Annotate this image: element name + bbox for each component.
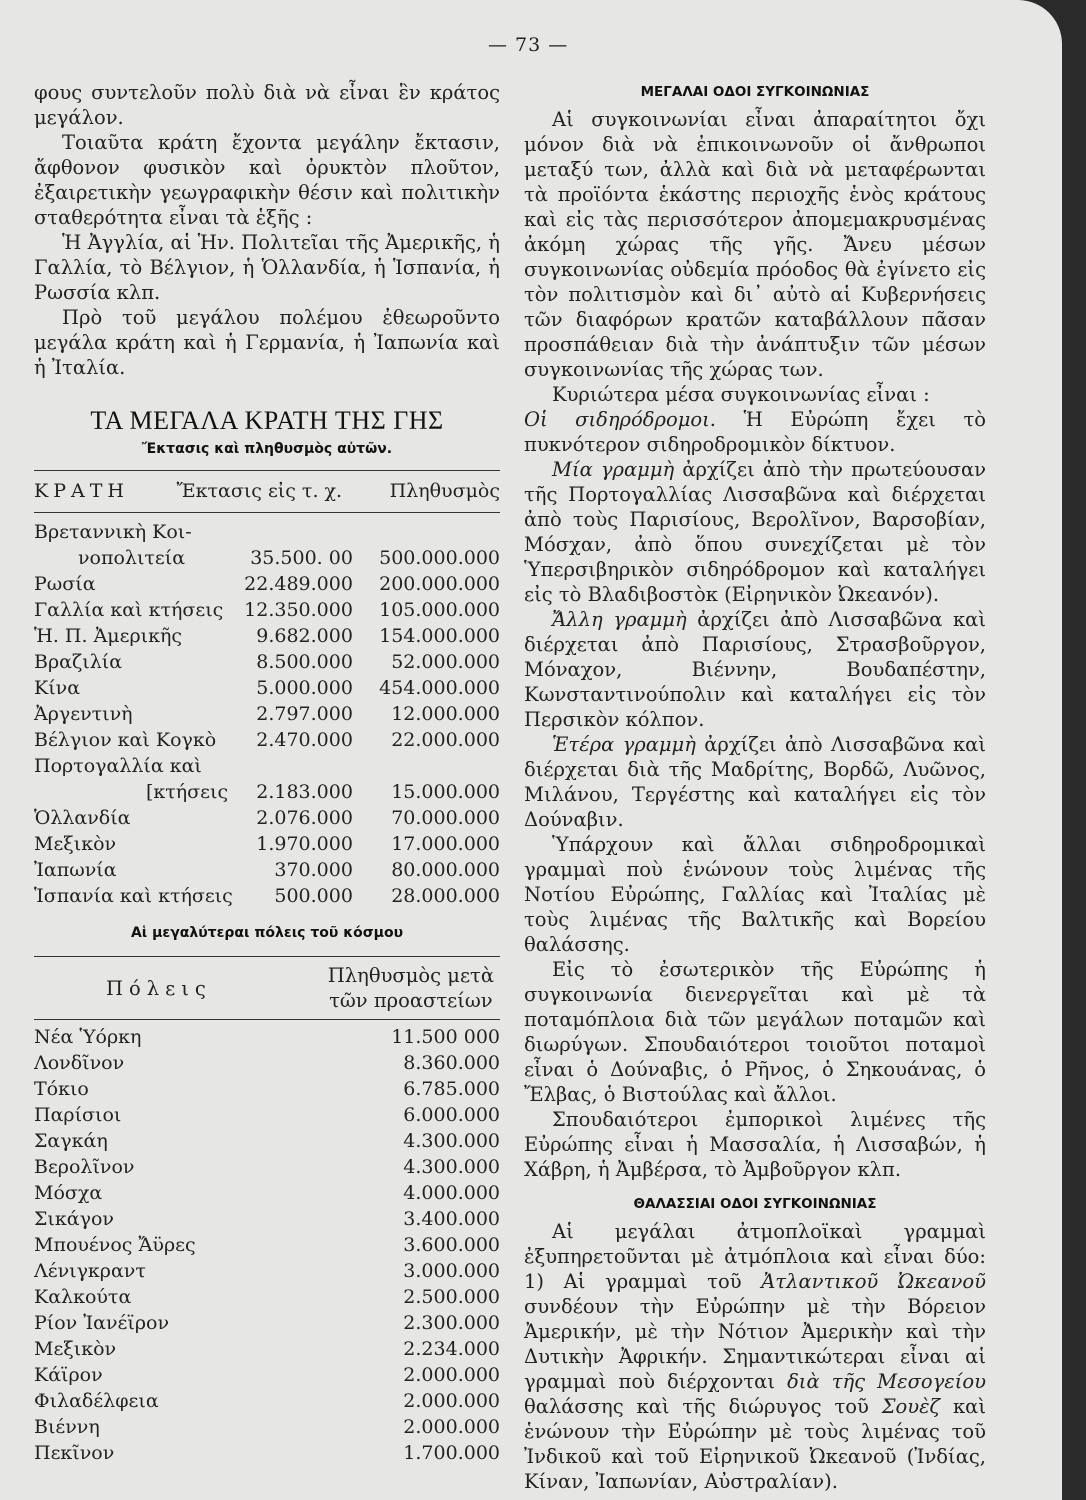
table-row [34, 1284, 500, 1310]
emphasis-term: Ἄλλη γραμμὴ [552, 608, 687, 631]
table-row [34, 1414, 500, 1440]
table-row [34, 805, 500, 831]
left-column [34, 80, 500, 1466]
state-area: 8.500.000 [256, 651, 353, 673]
table-row [34, 1206, 500, 1232]
body-paragraph: Σπουδαιότεροι ἐμπορικοὶ λιμένες τῆς Εὐρώπης εἶναι ἡ Μασσαλία, ἡ Λισσαβών, ἡ Χάβρη, ἡ Ἀμβέρσα, τὸ Ἀμβοῦργον κλπ. [524, 1108, 986, 1181]
emphasis-term: Σουὲζ [881, 1395, 941, 1418]
table-row [34, 1128, 500, 1154]
city-population: 2.000.000 [403, 1416, 500, 1438]
state-population: 105.000.000 [379, 599, 500, 621]
body-paragraph: Κυριώτερα μέσα συγκοινωνίας εἶναι : [552, 383, 930, 406]
city-name: Νέα Ὑόρκη [34, 1026, 142, 1048]
state-name: Γαλλία καὶ κτήσεις [34, 599, 224, 621]
cities-table-header [34, 957, 500, 1019]
railways-term: Οἱ σιδηρόδρομοι. [524, 408, 716, 431]
state-name: Ἀργεντινὴ [34, 703, 133, 725]
states-table-header [34, 471, 500, 512]
state-area: 1.970.000 [256, 833, 353, 855]
state-population: 70.000.000 [391, 807, 500, 829]
city-population: 11.500 000 [391, 1026, 500, 1048]
state-population: 154.000.000 [379, 625, 500, 647]
state-area: 22.489.000 [244, 573, 353, 595]
state-population [375, 753, 500, 779]
state-area: 2.470.000 [256, 729, 353, 751]
city-name: Σαγκάη [34, 1130, 108, 1152]
state-area: 370.000 [274, 859, 353, 881]
intro-paragraph: Τοιαῦτα κράτη ἔχοντα μεγάλην ἔκτασιν, ἄφθονον φυσικὸν καὶ ὀρυκτὸν πλοῦτον, ἐξαιρετικὴν γεωγραφικὴν θέσιν καὶ πολιτικὴν σταθερότητα εἶναι τὰ ἑξῆς : [34, 131, 500, 229]
state-area [240, 753, 375, 779]
city-name: Μεξικὸν [34, 1338, 117, 1360]
city-population: 1.700.000 [403, 1442, 500, 1464]
header-population-line2: τῶν προαστείων [329, 989, 493, 1012]
paragraph-text: ἀρχίζει ἀπὸ Λισσαβῶνα καὶ διέρχεται ἀπὸ Παρισίους, Στρασβοῦργον, Μόναχον, Βιέννην, Βουδαπέστην, Κωνσταντινούπολιν καὶ καταλήγει εἰς τὸν Περσικὸν κόλπον. [524, 608, 986, 731]
city-population: 6.785.000 [403, 1078, 500, 1100]
cities-table [34, 1024, 500, 1466]
state-name: [κτήσεις [146, 781, 229, 803]
city-population: 2.000.000 [403, 1364, 500, 1386]
city-name: Μόσχα [34, 1182, 103, 1204]
cities-table-title: Αἱ μεγαλύτεραι πόλεις τοῦ κόσμου [130, 925, 404, 941]
state-population: 15.000.000 [391, 781, 500, 803]
body-paragraph: Ὑπάρχουν καὶ ἄλλαι σιδηροδρομικαὶ γραμμαὶ ποὺ ἑνώνουν τοὺς λιμένας τῆς Νοτίου Εὐρώπης, Γαλλίας καὶ Ἰταλίας μὲ τοὺς λιμένας τῆς Βαλτικῆς καὶ Βορείου θαλάσσης. [524, 833, 986, 956]
state-area: 2.797.000 [256, 703, 353, 725]
city-population: 4.300.000 [403, 1156, 500, 1178]
city-name: Λονδῖνον [34, 1052, 125, 1074]
city-population: 2.500.000 [403, 1286, 500, 1308]
state-area: 9.682.000 [256, 625, 353, 647]
state-name: Ρωσία [34, 573, 96, 595]
paragraph-text: Ἡ Εὐρώπη ἔχει τὸ πυκνότερον σιδηροδρομικὸν δίκτυον. [524, 408, 986, 456]
city-name: Ρίον Ἰανέϊρον [34, 1312, 169, 1334]
city-population: 8.360.000 [403, 1052, 500, 1074]
table-row [34, 1440, 500, 1466]
emphasis-term: διὰ τῆς Μεσογείου [787, 1370, 987, 1393]
table-row [34, 831, 500, 857]
city-name: Μπουένος Ἄϋρες [34, 1234, 196, 1256]
table-row [34, 1310, 500, 1336]
city-population: 2.234.000 [403, 1338, 500, 1360]
state-population: 28.000.000 [391, 885, 500, 907]
paragraph-text: συνδέουν τὴν Εὐρώπην μὲ τὴν Βόρειον Ἀμερικήν, μὲ τὴν Νότιον Ἀμερικὴν καὶ τὴν Δυτικὴν Ἀφρικήν. Σημαντικώτεραι εἶναι αἱ γραμμαὶ ποὺ διέρχονται [524, 1295, 986, 1393]
state-population: 17.000.000 [391, 833, 500, 855]
state-population: 22.000.000 [391, 729, 500, 751]
state-population: 12.000.000 [391, 703, 500, 725]
state-name: Μεξικὸν [34, 833, 117, 855]
city-population: 6.000.000 [403, 1104, 500, 1126]
state-name: Ἱσπανία καὶ κτήσεις [34, 885, 233, 907]
state-area: 2.183.000 [256, 781, 353, 803]
city-name: Βιέννη [34, 1416, 100, 1438]
state-name: Βραζιλία [34, 651, 123, 673]
city-population: 4.300.000 [403, 1130, 500, 1152]
state-population: 454.000.000 [379, 677, 500, 699]
state-name: Βέλγιον καὶ Κογκὸ [34, 729, 217, 751]
intro-paragraph: Πρὸ τοῦ μεγάλου πολέμου ἐθεωροῦντο μεγάλα κράτη καὶ ἡ Γερμανία, ἡ Ἰαπωνία καὶ ἡ Ἰταλία. [34, 306, 500, 379]
states-table-subtitle: Ἔκτασις καὶ πληθυσμὸς αὐτῶν. [141, 441, 393, 457]
state-name: Κίνα [34, 677, 81, 699]
city-population: 4.000.000 [403, 1182, 500, 1204]
intro-paragraph: φους συντελοῦν πολὺ διὰ νὰ εἶναι ἓν κράτος μεγάλον. [34, 81, 500, 129]
table-row [34, 883, 500, 909]
body-paragraph: Αἱ συγκοινωνίαι εἶναι ἀπαραίτητοι ὄχι μόνον διὰ νὰ ἐπικοινωνοῦν οἱ ἄνθρωποι μεταξύ των, ἀλλὰ καὶ διὰ νὰ μεταφέρωνται τὰ προϊόντα ἑκάστης περιοχῆς ἑνὸς κράτους καὶ εἰς τὰς περισσότερον ἀπομεμακρυσμένας ἀκόμη χώρας τῆς γῆς. Ἄνευ μέσων συγκοινωνίας οὐδεμία πρόοδος θὰ ἐγίνετο εἰς τὸν πολιτισμὸν καὶ δι᾽ αὐτὸ αἱ Κυβερνήσεις τῶν διαφόρων κρατῶν καταβάλλουν πᾶσαν προσπάθειαν διὰ τὴν ἀνάπτυξιν τῶν μέσων συγκοινωνίας τῆς χώρας των. [524, 108, 986, 381]
header-population: Πληθυσμὸς [389, 480, 500, 502]
body-paragraph [524, 1219, 986, 1494]
table-row [34, 857, 500, 883]
paragraph-text: θαλάσσης καὶ τῆς διώρυγος τοῦ [524, 1395, 882, 1418]
paragraph-text: ἀρχίζει ἀπὸ Λισσαβῶνα καὶ διέρχεται διὰ τῆς Μαδρίτης, Βορδῶ, Λυῶνος, Μιλάνου, Τεργέστης καὶ καταλήγει εἰς τὸν Δούναβιν. [524, 733, 986, 831]
city-name: Καλκούτα [34, 1286, 132, 1308]
state-area: 2.076.000 [256, 807, 353, 829]
city-population: 3.600.000 [403, 1234, 500, 1256]
body-paragraph [524, 457, 986, 607]
state-population: 500.000.000 [379, 547, 500, 569]
body-paragraph [524, 732, 986, 832]
state-name: νοπολιτεία [78, 547, 186, 569]
state-population: 80.000.000 [391, 859, 500, 881]
table-row [34, 1258, 500, 1284]
city-name: Παρίσιοι [34, 1104, 122, 1126]
state-area: 5.000.000 [256, 677, 353, 699]
table-row [34, 519, 500, 545]
table-row [34, 1154, 500, 1180]
city-name: Πεκῖνον [34, 1442, 115, 1464]
table-row [34, 1336, 500, 1362]
state-population: 52.000.000 [391, 651, 500, 673]
table-row [34, 1024, 500, 1050]
city-name: Σικάγον [34, 1208, 114, 1230]
city-population: 3.000.000 [403, 1260, 500, 1282]
table-row [34, 545, 500, 571]
land-routes-heading: ΜΕΓΑΛΑΙ ΟΔΟΙ ΣΥΓΚΟΙΝΩΝΙΑΣ [640, 84, 870, 100]
city-name: Βερολῖνον [34, 1156, 135, 1178]
table-row [34, 1232, 500, 1258]
state-name: Βρεταννικὴ Κοι- [34, 521, 192, 543]
table-row [34, 753, 500, 779]
state-name: Ὁλλανδία [34, 807, 131, 829]
paragraph-text: Αἱ μεγάλαι ἀτμοπλοϊκαὶ γραμμαὶ ἐξυπηρετοῦνται μὲ ἀτμόπλοια καὶ εἶναι δύο: 1) Αἱ γραμμαὶ τοῦ [524, 1220, 986, 1293]
header-population-line1: Πληθυσμὸς μετὰ [327, 964, 494, 987]
city-population: 3.400.000 [403, 1208, 500, 1230]
table-row [34, 623, 500, 649]
state-area: 12.350.000 [244, 599, 353, 621]
header-states: ΚΡΑΤΗ [34, 480, 129, 502]
states-table-title: ΤΑ ΜΕΓΑΛΑ ΚΡΑΤΗ ΤΗΣ ΓΗΣ [90, 406, 444, 435]
body-paragraph [524, 407, 986, 457]
table-row [34, 571, 500, 597]
emphasis-term: Ἀτλαντικοῦ Ὠκεανοῦ [761, 1270, 986, 1293]
state-name: Πορτογαλλία καὶ [34, 755, 202, 777]
header-cities: Πόλεις [106, 976, 212, 1000]
city-population: 2.000.000 [403, 1390, 500, 1412]
header-area: Ἔκτασις εἰς τ. χ. [176, 480, 343, 502]
city-name: Φιλαδέλφεια [34, 1390, 159, 1412]
table-row [34, 701, 500, 727]
page-number: — 73 — [488, 34, 569, 56]
table-row [34, 1076, 500, 1102]
sea-routes-heading: ΘΑΛΑΣΣΙΑΙ ΟΔΟΙ ΣΥΓΚΟΙΝΩΝΙΑΣ [633, 1196, 877, 1212]
city-name: Τόκιο [34, 1078, 89, 1100]
state-name: Ἰαπωνία [34, 859, 117, 881]
header-population-suburbs [328, 963, 500, 1013]
state-area: 35.500. 00 [250, 547, 353, 569]
table-row [34, 727, 500, 753]
paragraph-text: ἀρχίζει ἀπὸ τὴν πρωτεύουσαν τῆς Πορτογαλλίας Λισσαβῶνα καὶ διέρχεται ἀπὸ τοὺς Παρισίους, Βερολῖνον, Βαρσοβίαν, Μόσχαν, ἀπὸ ὅπου συνεχίζεται μὲ τὸν Ὑπερσιβηρικὸν σιδηρόδρομον καὶ καταλήγει εἰς τὸ Βλαδιβοστὸκ (Εἰρηνικὸν Ὠκεανόν). [524, 458, 987, 606]
states-table [34, 519, 500, 909]
state-area [240, 519, 375, 545]
emphasis-term: Ἑτέρα γραμμὴ [552, 733, 696, 756]
table-row [34, 649, 500, 675]
body-paragraph: Εἰς τὸ ἐσωτερικὸν τῆς Εὐρώπης ἡ συγκοινωνία διενεργεῖται καὶ μὲ τὰ ποταμόπλοια διὰ τῶν μεγάλων ποταμῶν καὶ διωρύγων. Σπουδαιότεροι τοιοῦτοι ποταμοὶ εἶναι ὁ Δούναβις, ὁ Ρῆνος, ὁ Σηκουάνας, ὁ Ἔλβας, ὁ Βιστούλας καὶ ἄλλοι. [524, 958, 986, 1106]
body-paragraph [524, 607, 986, 732]
state-population: 200.000.000 [379, 573, 500, 595]
intro-paragraph: Ἡ Ἀγγλία, αἱ Ἡν. Πολιτεῖαι τῆς Ἀμερικῆς, ἡ Γαλλία, τὸ Βέλγιον, ἡ Ὁλλανδία, ἡ Ἱσπανία, ἡ Ρωσσία κλπ. [34, 231, 500, 304]
emphasis-term: Μία γραμμὴ [552, 458, 675, 481]
table-row [34, 1388, 500, 1414]
city-population: 2.300.000 [403, 1312, 500, 1334]
table-row [34, 1180, 500, 1206]
state-population [375, 519, 500, 545]
right-column [524, 80, 986, 1494]
table-row [34, 1102, 500, 1128]
city-name: Λένιγκραντ [34, 1260, 146, 1282]
table-row [34, 675, 500, 701]
table-row [34, 1362, 500, 1388]
table-row [34, 1050, 500, 1076]
state-area: 500.000 [274, 885, 353, 907]
city-name: Κάϊρον [34, 1364, 103, 1386]
table-row [34, 779, 500, 805]
table-row [34, 597, 500, 623]
paragraph-text: καὶ ἑνώνουν τὴν Εὐρώπην μὲ τοὺς λιμένας τοῦ Ἰνδικοῦ καὶ τοῦ Εἰρηνικοῦ Ὠκεανοῦ (Ἰνδίας, Κίναν, Ἰαπωνίαν, Αὐστραλίαν). [524, 1395, 986, 1493]
state-name: Ἡ. Π. Ἀμερικῆς [34, 625, 183, 647]
